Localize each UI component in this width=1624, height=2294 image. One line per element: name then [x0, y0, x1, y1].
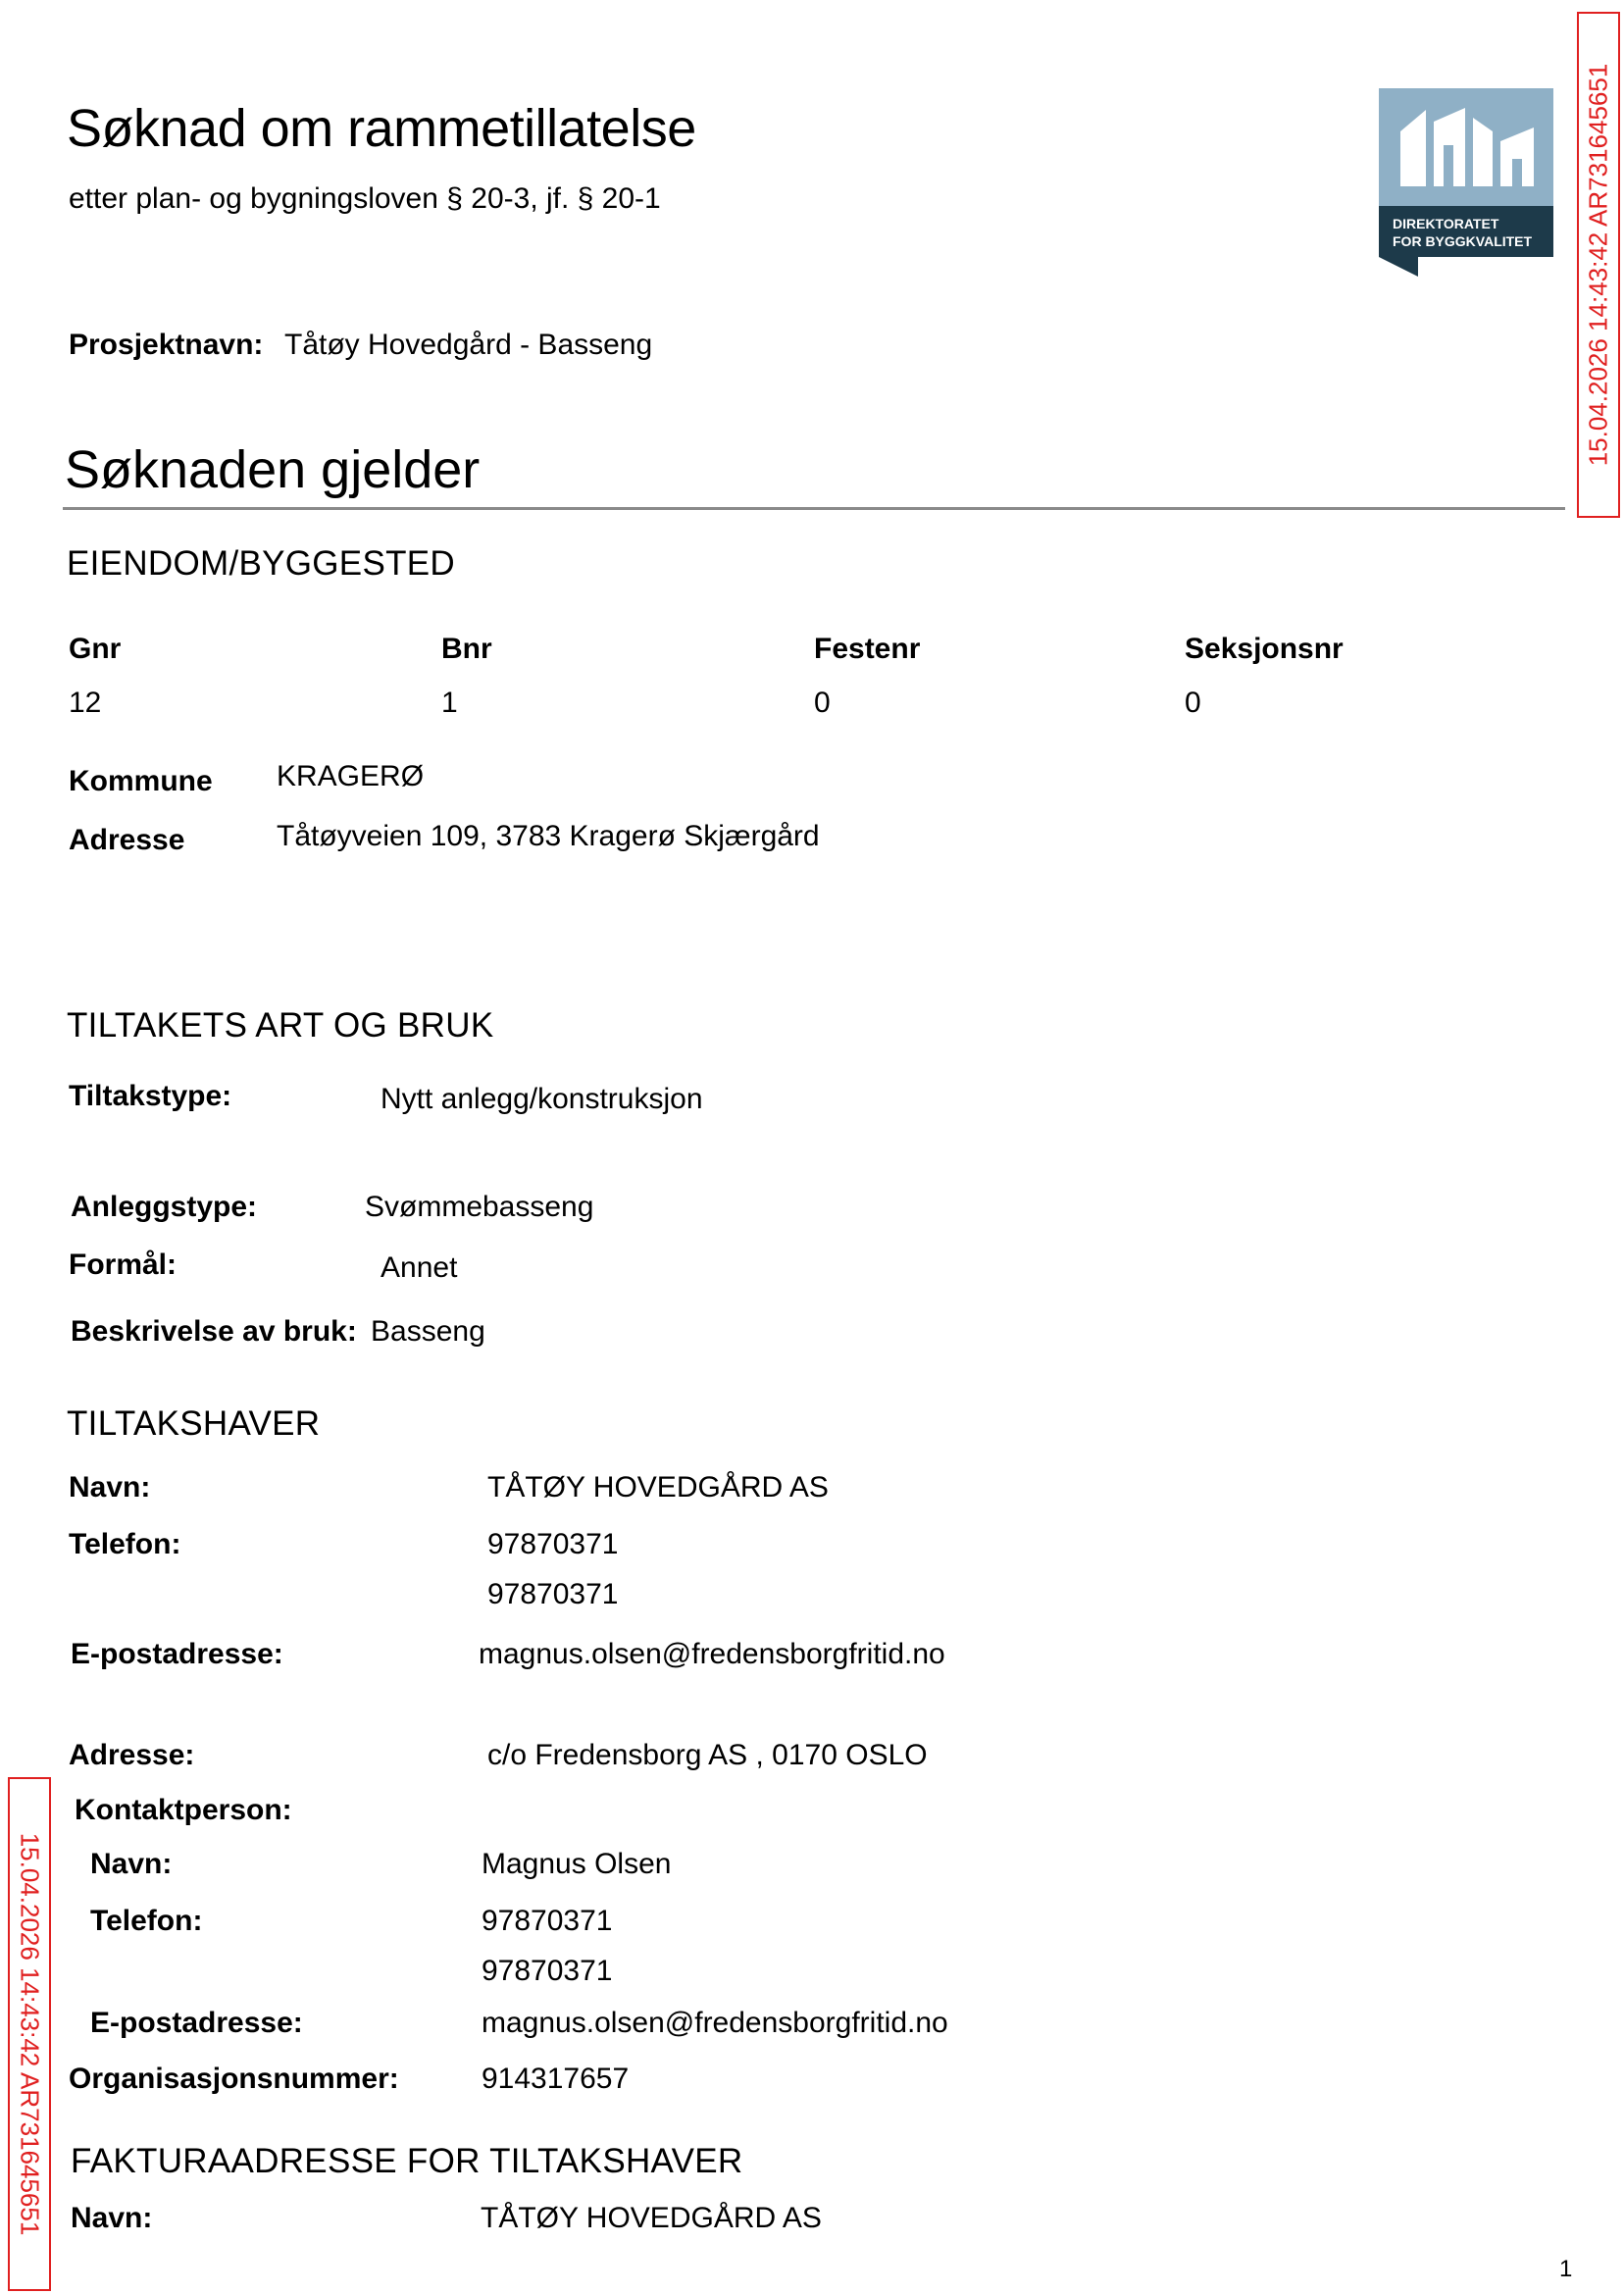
page-subtitle: etter plan- og bygningsloven § 20-3, jf. § 20-1: [69, 182, 661, 215]
faktura-navn-value: TÅTØY HOVEDGÅRD AS: [481, 2202, 822, 2234]
dibk-logo: [1379, 88, 1553, 277]
tiltakshaver-epost-value: magnus.olsen@fredensborgfritid.no: [479, 1638, 945, 1670]
bnr-value: 1: [441, 687, 458, 719]
formal-value: Annet: [381, 1251, 458, 1284]
logo-line-2: FOR BYGGKVALITET: [1393, 233, 1533, 249]
anleggstype-value: Svømmebasseng: [365, 1191, 594, 1223]
adresse-value: Tåtøyveien 109, 3783 Kragerø Skjærgård: [277, 820, 820, 852]
beskrivelse-label: Beskrivelse av bruk:: [71, 1315, 357, 1348]
stamp-text: 15.04.2026 14:43:42 AR731645651: [15, 1832, 45, 2236]
seksjonsnr-label: Seksjonsnr: [1185, 633, 1344, 665]
faktura-navn-label: Navn:: [71, 2202, 153, 2234]
project-name-label: Prosjektnavn:: [69, 329, 264, 361]
festenr-label: Festenr: [814, 633, 921, 665]
stamp-text: 15.04.2026 14:43:42 AR731645651: [1583, 63, 1613, 467]
tiltakshaver-adresse-value: c/o Fredensborg AS , 0170 OSLO: [487, 1739, 928, 1771]
kontaktperson-navn-label: Navn:: [90, 1848, 173, 1880]
kommune-label: Kommune: [69, 765, 213, 797]
tiltakshaver-navn-value: TÅTØY HOVEDGÅRD AS: [487, 1471, 829, 1504]
tiltakshaver-telefon-value-2: 97870371: [487, 1578, 619, 1610]
kontaktperson-telefon-value-2: 97870371: [482, 1955, 613, 1987]
section-title: Søknaden gjelder: [65, 440, 481, 499]
bnr-label: Bnr: [441, 633, 492, 665]
kommune-value: KRAGERØ: [277, 760, 425, 792]
kontaktperson-telefon-label: Telefon:: [90, 1905, 203, 1937]
tiltakshaver-epost-label: E-postadresse:: [71, 1638, 283, 1670]
tiltakshaver-heading: TILTAKSHAVER: [67, 1404, 321, 1443]
orgnr-value: 914317657: [482, 2063, 630, 2095]
tiltakshaver-telefon-label: Telefon:: [69, 1528, 181, 1560]
orgnr-label: Organisasjonsnummer:: [69, 2063, 399, 2095]
festenr-value: 0: [814, 687, 831, 719]
project-name-value: Tåtøy Hovedgård - Basseng: [284, 329, 653, 361]
kontaktperson-telefon-value-1: 97870371: [482, 1905, 613, 1937]
logo-line-1: DIREKTORATET: [1393, 216, 1499, 231]
section-divider: [63, 507, 1565, 510]
kontaktperson-navn-value: Magnus Olsen: [482, 1848, 672, 1880]
kontaktperson-epost-value: magnus.olsen@fredensborgfritid.no: [482, 2007, 948, 2039]
kontaktperson-label: Kontaktperson:: [75, 1794, 292, 1826]
timestamp-stamp-top: [1577, 12, 1620, 518]
beskrivelse-value: Basseng: [371, 1315, 485, 1348]
eiendom-heading: EIENDOM/BYGGESTED: [67, 544, 455, 583]
timestamp-stamp-left: [8, 1777, 51, 2291]
faktura-heading: FAKTURAADRESSE FOR TILTAKSHAVER: [71, 2142, 743, 2180]
formal-label: Formål:: [69, 1249, 178, 1281]
tiltakshaver-adresse-label: Adresse:: [69, 1739, 195, 1771]
tiltakstype-label: Tiltakstype:: [69, 1080, 232, 1112]
page-number: 1: [1559, 2256, 1573, 2282]
dibk-logo-graphic: [1379, 88, 1553, 277]
seksjonsnr-value: 0: [1185, 687, 1201, 719]
gnr-label: Gnr: [69, 633, 122, 665]
tiltakstype-value: Nytt anlegg/konstruksjon: [381, 1083, 703, 1115]
tiltakshaver-navn-label: Navn:: [69, 1471, 151, 1504]
page-title: Søknad om rammetillatelse: [67, 99, 696, 158]
tiltak-heading: TILTAKETS ART OG BRUK: [67, 1006, 494, 1045]
anleggstype-label: Anleggstype:: [71, 1191, 258, 1223]
gnr-value: 12: [69, 687, 102, 719]
tiltakshaver-telefon-value-1: 97870371: [487, 1528, 619, 1560]
adresse-label: Adresse: [69, 824, 185, 856]
kontaktperson-epost-label: E-postadresse:: [90, 2007, 303, 2039]
